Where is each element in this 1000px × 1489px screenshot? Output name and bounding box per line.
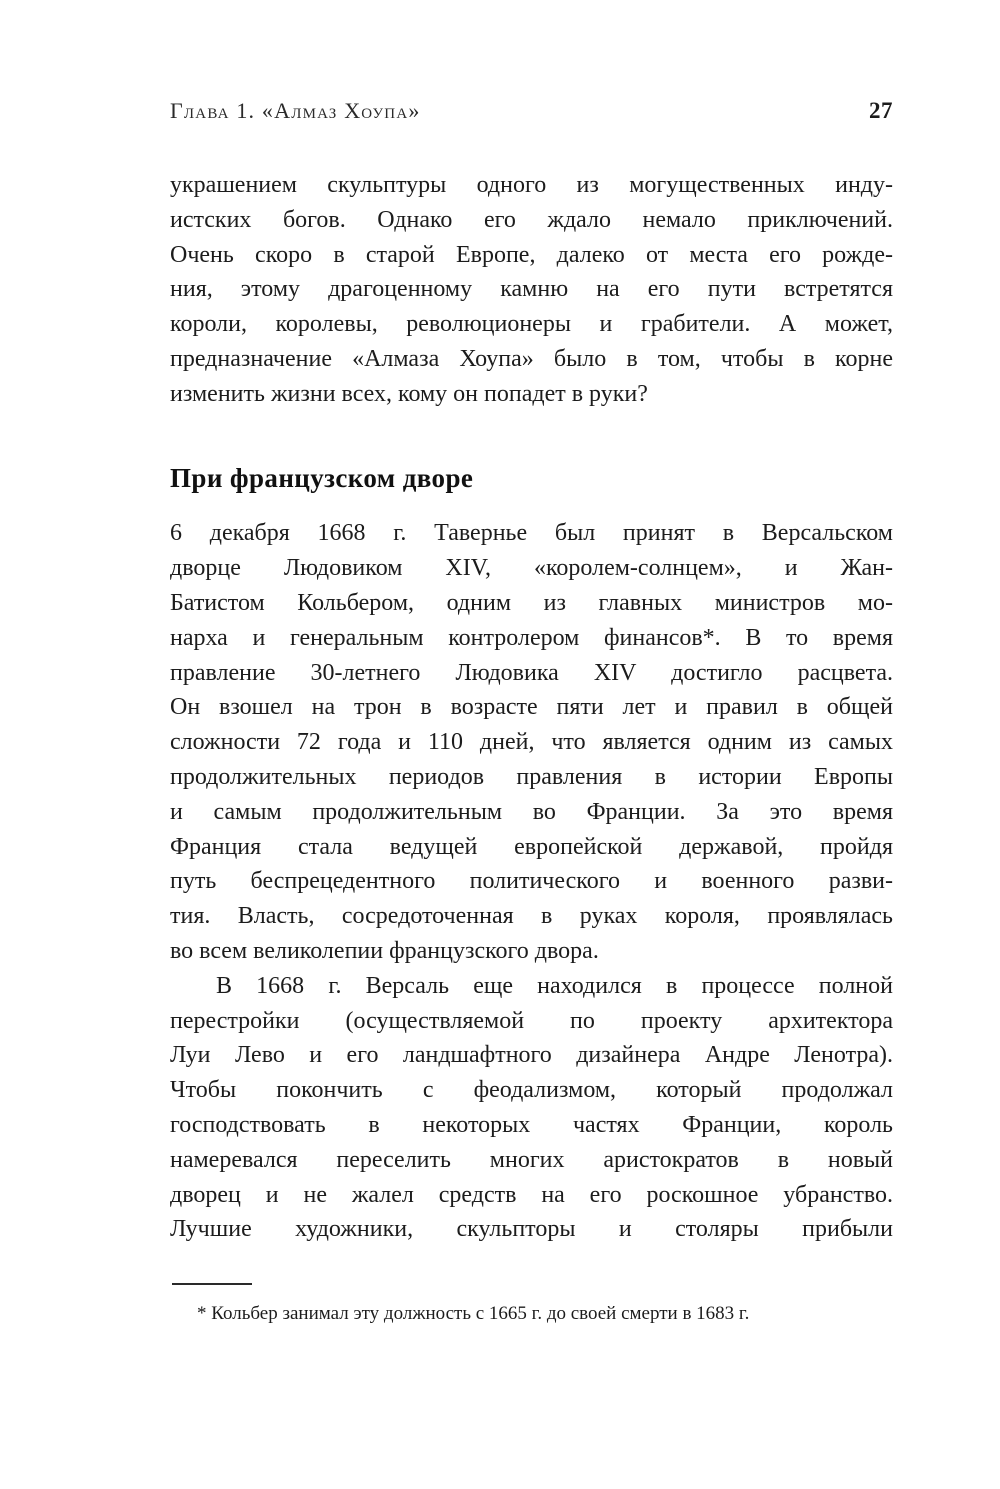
footnote-text: * Кольбер занимал эту должность с 1665 г. до своей смерти в 1683 г. [197, 1303, 750, 1325]
text-line: истских богов. Однако его ждало немало приключений. [170, 206, 893, 233]
text-line: 6 декабря 1668 г. Тавернье был принят в Версальском [170, 520, 893, 547]
text-line: украшением скульптуры одного из могущественных инду- [170, 172, 893, 198]
text-line: путь беспрецедентного политического и военного разви- [170, 868, 893, 895]
text-line: тия. Власть, сосредоточенная в руках короля, проявлялась [170, 903, 893, 930]
text-line: продолжительных периодов правления в истории Европы [170, 763, 893, 790]
text-line: перестройки (осуществляемой по проекту архитектора [170, 1007, 893, 1034]
text-line: Батистом Кольбером, одним из главных министров мо- [170, 589, 893, 616]
text-line: короли, королевы, революционеры и грабители. А может, [170, 311, 893, 338]
text-line: господствовать в некоторых частях Франции, король [170, 1111, 893, 1138]
text-line: и самым продолжительным во Франции. За это время [170, 798, 893, 825]
text-line: правление 30-летнего Людовика XIV достигло расцвета. [170, 659, 893, 686]
section-heading: При французском дворе [170, 462, 474, 493]
text-line: Очень скоро в старой Европе, далеко от места его рожде- [170, 241, 893, 268]
page-header [170, 98, 893, 124]
page-body [170, 168, 893, 1247]
running-title: Глава 1. «Алмаз Хоупа» [170, 98, 421, 123]
text-line: Лучшие художники, скульпторы и столяры прибыли [170, 1216, 893, 1243]
text-line: дворец и не жалел средств на его роскошное убранство. [170, 1181, 893, 1208]
paragraph-french-court [170, 516, 893, 968]
text-line: во всем великолепии французского двора. [170, 937, 599, 964]
text-line: дворце Людовиком XIV, «королем-солнцем», и Жан- [170, 555, 893, 582]
text-line: В 1668 г. Версаль еще находился в процессе полной [216, 972, 893, 999]
text-line: предназначение «Алмаза Хоупа» было в том, чтобы в корне [170, 345, 893, 372]
text-line: нарха и генеральным контролером финансов*. В то время [170, 624, 893, 651]
text-line: Он взошел на трон в возрасте пяти лет и правил в общей [170, 694, 893, 721]
text-line: Чтобы покончить с феодализмом, который продолжал [170, 1077, 893, 1104]
text-line: Франция стала ведущей европейской державой, пройдя [170, 833, 893, 860]
footnote-block [170, 1283, 893, 1327]
paragraph-continuation [170, 168, 893, 412]
paragraph-versailles [170, 969, 893, 1247]
text-line: ния, этому драгоценному камню на его пути встретятся [170, 276, 893, 303]
footnote-separator-rule [172, 1283, 252, 1285]
text-line: намеревался переселить многих аристократов в новый [170, 1146, 893, 1173]
text-line: изменить жизни всех, кому он попадет в руки? [170, 380, 648, 407]
text-line: сложности 72 года и 110 дней, что является одним из самых [170, 729, 893, 756]
text-line: Луи Лево и его ландшафтного дизайнера Андре Ленотра). [170, 1042, 893, 1069]
page-number: 27 [869, 98, 893, 123]
